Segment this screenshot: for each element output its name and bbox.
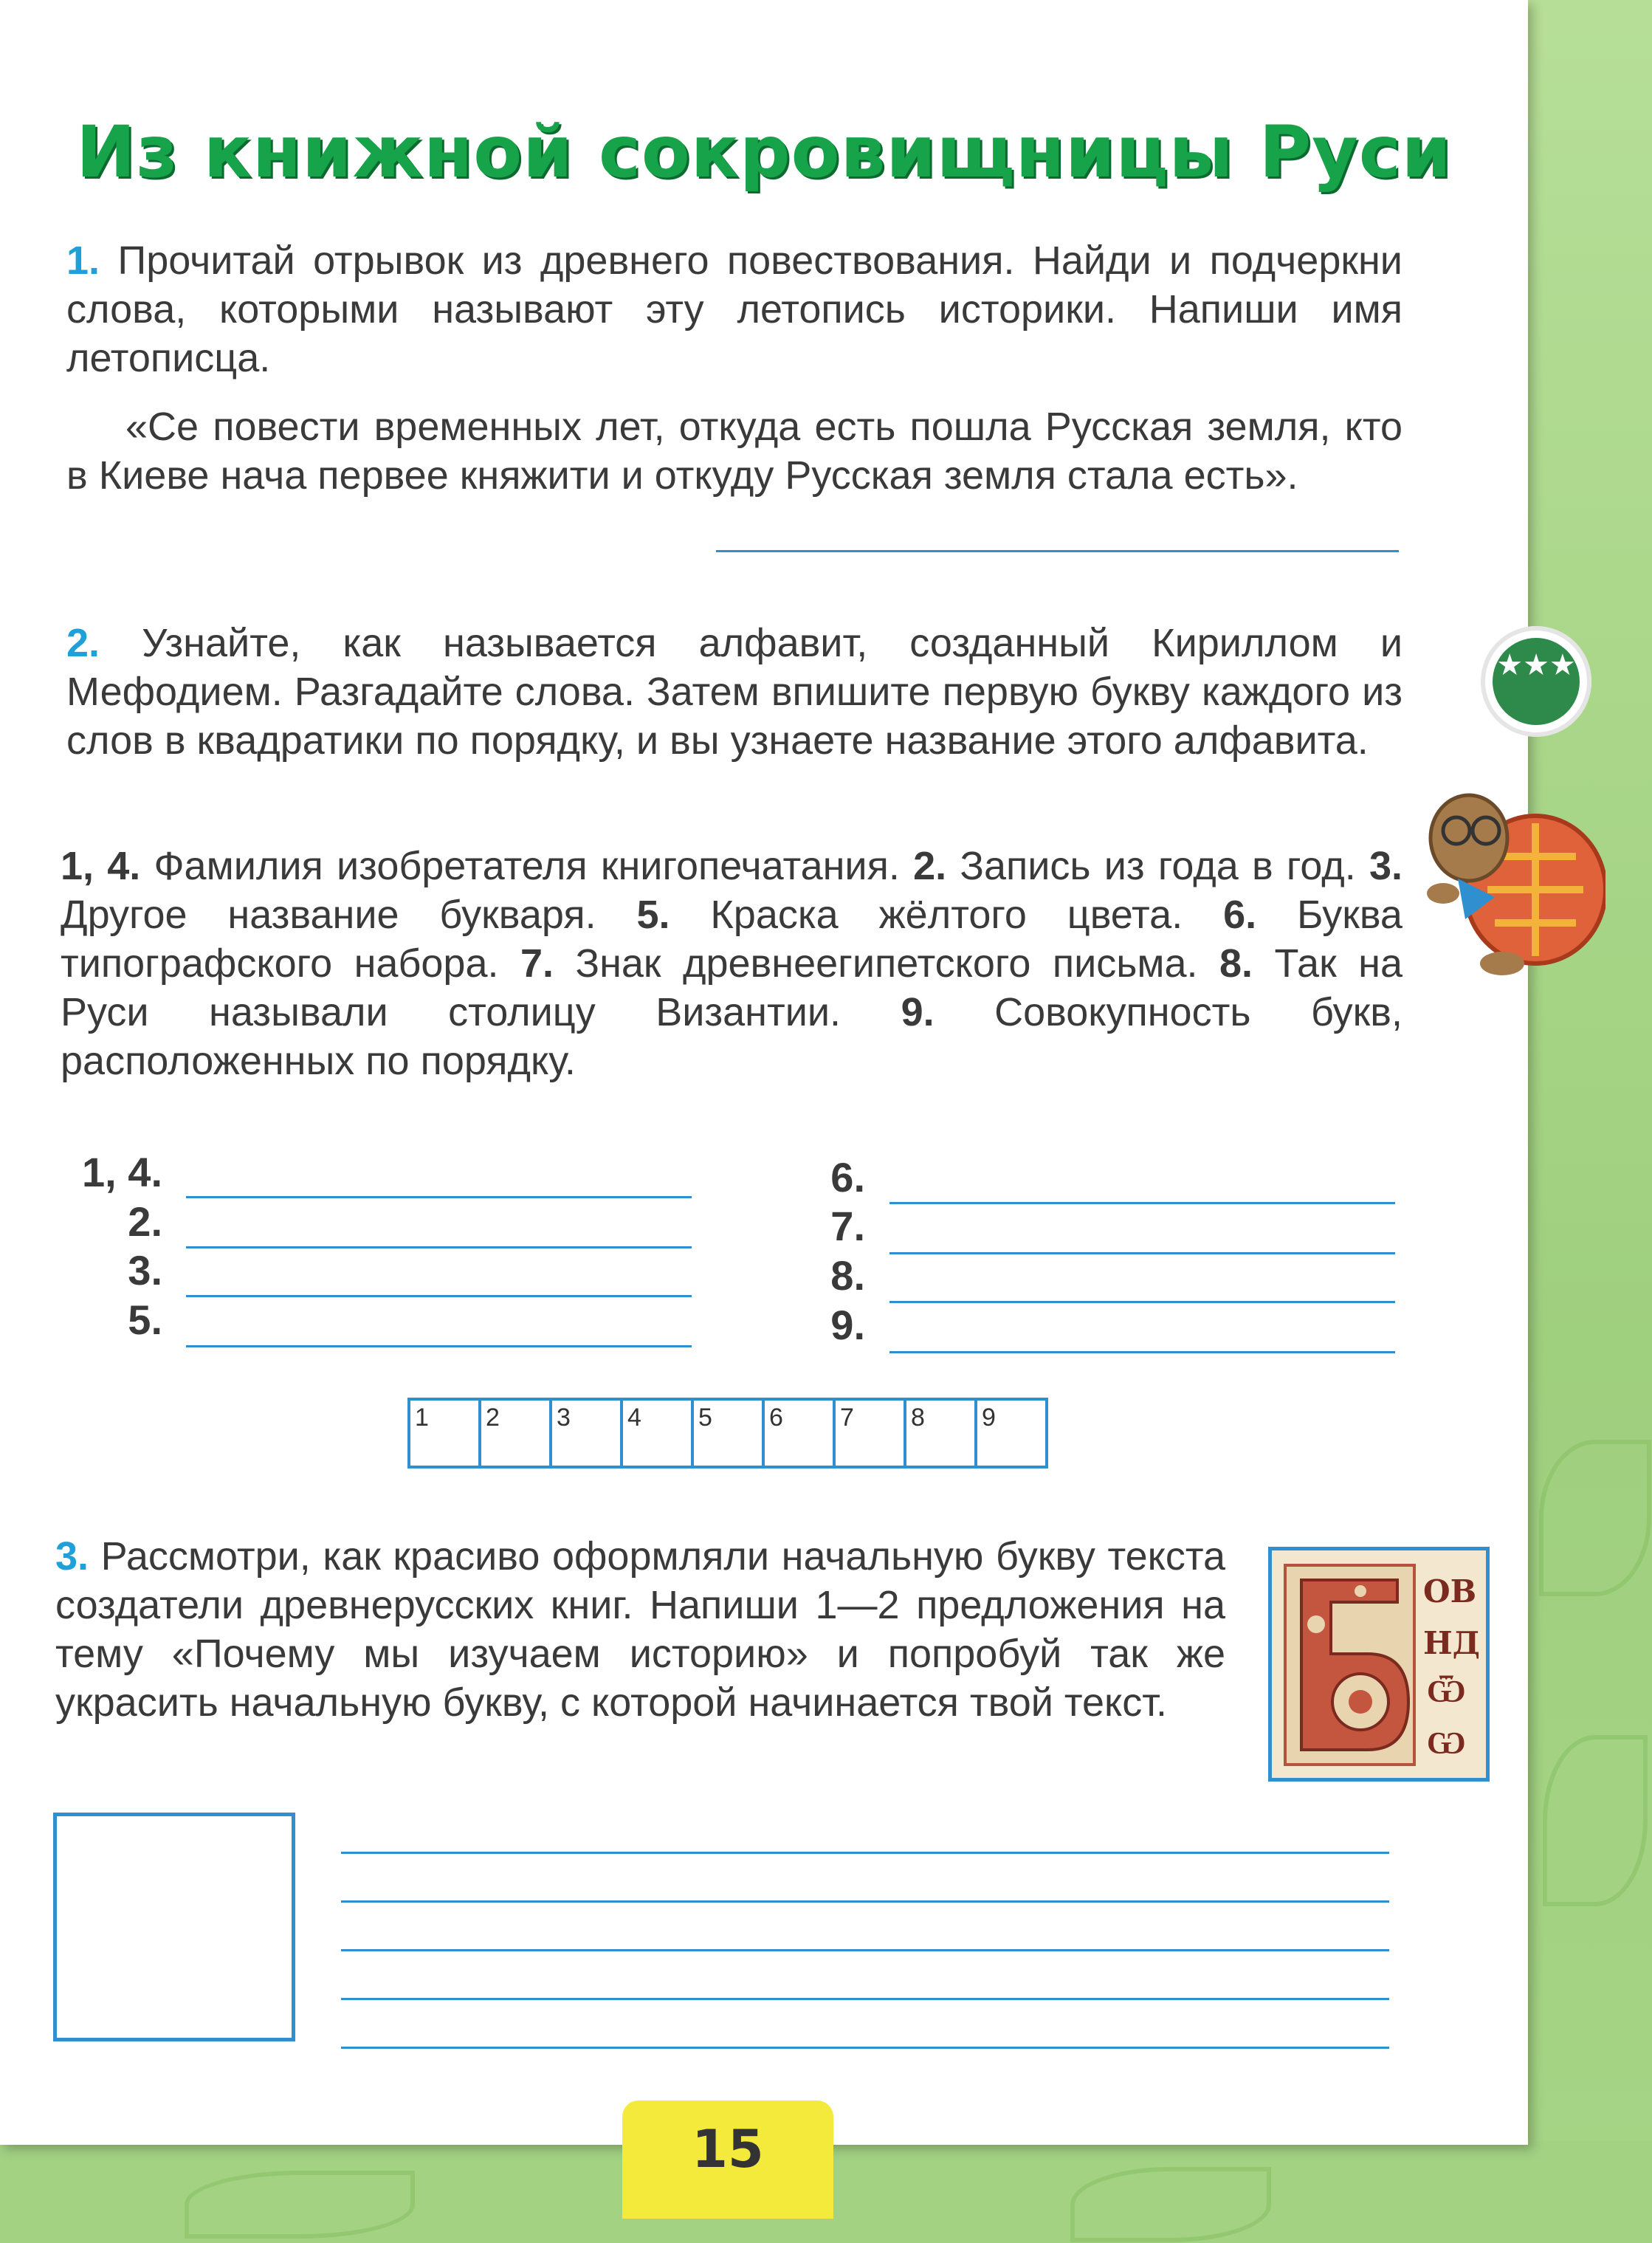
leaf-decoration xyxy=(1070,2167,1271,2242)
grid-cell[interactable]: 7 xyxy=(836,1401,906,1466)
task2-clues xyxy=(61,842,1403,1085)
svg-text:Ѿ: Ѿ xyxy=(1427,1673,1466,1709)
clue-number: 3. xyxy=(1369,844,1403,888)
clue-number: 2. xyxy=(913,844,947,888)
answer-line[interactable] xyxy=(186,1345,692,1347)
answer-line[interactable] xyxy=(186,1196,692,1198)
answer-line[interactable] xyxy=(186,1295,692,1297)
grid-cell[interactable]: 8 xyxy=(906,1401,977,1466)
difficulty-badge xyxy=(1481,626,1591,737)
answer-label: 8. xyxy=(830,1252,865,1299)
answer-label: 7. xyxy=(830,1203,865,1249)
task3-instruction xyxy=(55,1532,1225,1727)
task1-instruction xyxy=(66,236,1403,382)
clue-text: Другое название букваря. xyxy=(61,893,596,937)
answer-line[interactable] xyxy=(889,1351,1395,1353)
answer-label: 3. xyxy=(128,1247,162,1294)
answer-line[interactable] xyxy=(889,1202,1395,1204)
answer-line[interactable] xyxy=(186,1246,692,1248)
leaf-decoration xyxy=(1539,1440,1651,1596)
svg-text:Ѡ: Ѡ xyxy=(1427,1725,1466,1761)
background-band xyxy=(1528,0,1652,2243)
writing-line[interactable] xyxy=(341,1998,1389,2000)
clue-text: Знак древнеегипетского письма. xyxy=(575,941,1198,986)
clue-text: Совокупность букв, расположенных по порядку. xyxy=(61,990,1403,1083)
grid-cell[interactable]: 9 xyxy=(982,1404,996,1432)
initial-letter-drawing-box[interactable] xyxy=(53,1813,295,2041)
clue-number: 6. xyxy=(1223,893,1257,937)
leaf-decoration xyxy=(1543,1735,1648,1906)
writing-line[interactable] xyxy=(341,2047,1389,2049)
turtle-mascot-icon xyxy=(1414,768,1605,982)
answer-label: 2. xyxy=(128,1198,162,1245)
stars-icon: ★★★ xyxy=(1493,638,1580,725)
clue-text: Буква типографского набора. xyxy=(61,893,1403,986)
grid-cell[interactable]: 4 xyxy=(623,1401,694,1466)
writing-line[interactable] xyxy=(341,1949,1389,1951)
task2-number: 2. xyxy=(66,621,100,665)
grid-cell[interactable]: 2 xyxy=(481,1401,552,1466)
task2-text: Узнайте, как называется алфавит, созданный Кириллом и Мефодием. Разгадайте слова. Затем впишите первую букву каждого из слов в квадратики по порядку, и вы узнаете название этого алфавита. xyxy=(66,621,1403,763)
grid-cell[interactable]: 1 xyxy=(410,1401,481,1466)
page-title: Из книжной сокровищницы Руси xyxy=(76,111,1452,193)
leaf-decoration xyxy=(185,2171,415,2239)
svg-text:НД: НД xyxy=(1423,1625,1481,1661)
clue-number: 9. xyxy=(901,990,935,1034)
clue-text: Так на Руси называли столицу Византии. xyxy=(61,941,1403,1034)
ornamental-letter-icon xyxy=(1272,1550,1486,1778)
task1-text: Прочитай отрывок из древнего повествования. Найди и подчеркни слова, которыми называют эту летопись историки. Напиши имя летописца. xyxy=(66,238,1403,380)
answer-label: 1, 4. xyxy=(82,1149,162,1195)
task2-instruction xyxy=(66,619,1403,765)
writing-line[interactable] xyxy=(341,1852,1389,1854)
grid-cell[interactable]: 6 xyxy=(765,1401,836,1466)
answer-label: 9. xyxy=(830,1302,865,1348)
clue-text: Запись из года в год. xyxy=(960,844,1356,888)
page-number: 15 xyxy=(692,2119,764,2180)
clue-text: Краска жёлтого цвета. xyxy=(710,893,1183,937)
task1-number: 1. xyxy=(66,238,100,283)
task3-text: Рассмотри, как красиво оформляли начальную букву текста создатели древнерусских книг. Напиши 1—2 предложения на тему «Почему мы изучаем историю» и попробуй так же украсить начальную букву, с которой начинается твой текст. xyxy=(55,1534,1225,1725)
answer-line[interactable] xyxy=(889,1252,1395,1254)
writing-line[interactable] xyxy=(341,1900,1389,1903)
grid-cell[interactable]: 5 xyxy=(694,1401,765,1466)
clue-text: Фамилия изобретателя книгопечатания. xyxy=(154,844,900,888)
svg-text:ОВ: ОВ xyxy=(1423,1573,1477,1610)
grid-cell[interactable]: 3 xyxy=(552,1401,623,1466)
answer-line[interactable] xyxy=(889,1301,1395,1303)
ornamental-initial-image xyxy=(1268,1547,1490,1782)
answer-label: 5. xyxy=(128,1296,162,1343)
task3-number: 3. xyxy=(55,1534,89,1579)
clue-number: 5. xyxy=(636,893,670,937)
clue-number: 7. xyxy=(520,941,554,986)
task1-quote: «Се повести временных лет, откуда есть пошла Русская земля, кто в Киеве нача первее княжити и откуду Русская земля стала есть». xyxy=(66,405,1403,498)
answer-label: 6. xyxy=(830,1154,865,1200)
alphabet-letter-grid xyxy=(407,1398,1048,1469)
clue-number: 1, 4. xyxy=(61,844,141,888)
task1-answer-line[interactable] xyxy=(716,550,1399,552)
clue-number: 8. xyxy=(1219,941,1253,986)
